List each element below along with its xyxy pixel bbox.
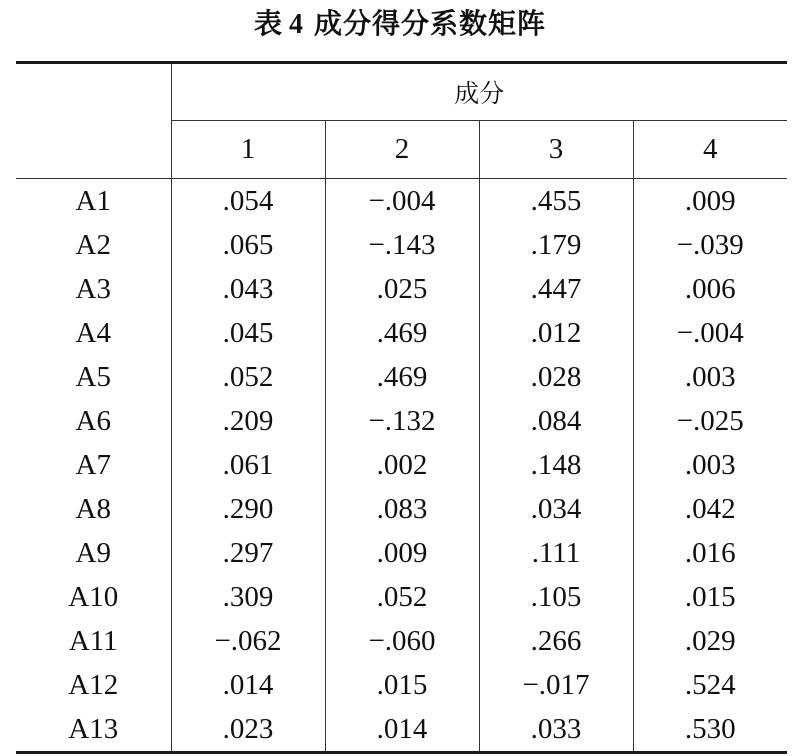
row-label: A2 bbox=[75, 228, 111, 261]
score-cell: .015 bbox=[633, 575, 787, 619]
component-number-header: 2 bbox=[325, 121, 479, 179]
row-label: A4 bbox=[75, 316, 111, 349]
row-label: A5 bbox=[75, 360, 111, 393]
score-cell: .447 bbox=[479, 267, 633, 311]
score-cell: .043 bbox=[171, 267, 325, 311]
component-group-header: 成分 bbox=[171, 63, 787, 121]
score-cell: .014 bbox=[171, 663, 325, 707]
score-cell: −.017 bbox=[479, 663, 633, 707]
score-cell: .084 bbox=[479, 399, 633, 443]
score-cell: .111 bbox=[479, 531, 633, 575]
score-cell: .002 bbox=[325, 443, 479, 487]
score-cell: .469 bbox=[325, 355, 479, 399]
score-cell: .297 bbox=[171, 531, 325, 575]
component-number-header: 3 bbox=[479, 121, 633, 179]
table-row bbox=[16, 707, 787, 753]
table-row bbox=[16, 311, 787, 355]
score-cell: .045 bbox=[171, 311, 325, 355]
score-cell: .061 bbox=[171, 443, 325, 487]
row-label: A3 bbox=[75, 272, 111, 305]
score-cell: −.025 bbox=[633, 399, 787, 443]
score-cell: .033 bbox=[479, 707, 633, 753]
row-label: A10 bbox=[68, 580, 119, 613]
table-row bbox=[16, 443, 787, 487]
component-number-header: 1 bbox=[171, 121, 325, 179]
score-cell: .034 bbox=[479, 487, 633, 531]
score-cell: .025 bbox=[325, 267, 479, 311]
score-cell: .009 bbox=[325, 531, 479, 575]
table-row bbox=[16, 399, 787, 443]
score-cell: −.004 bbox=[633, 311, 787, 355]
score-cell: .028 bbox=[479, 355, 633, 399]
score-cell: .266 bbox=[479, 619, 633, 663]
score-cell: .006 bbox=[633, 267, 787, 311]
score-cell: .016 bbox=[633, 531, 787, 575]
score-cell: −.132 bbox=[325, 399, 479, 443]
table-title-number: 4 bbox=[289, 9, 304, 40]
score-cell: .148 bbox=[479, 443, 633, 487]
table-row bbox=[16, 223, 787, 267]
stub-header-cell bbox=[16, 121, 171, 179]
score-cell: .054 bbox=[171, 179, 325, 224]
score-cell: .012 bbox=[479, 311, 633, 355]
score-cell: .309 bbox=[171, 575, 325, 619]
score-cell: .524 bbox=[633, 663, 787, 707]
score-cell: .455 bbox=[479, 179, 633, 224]
table-row bbox=[16, 355, 787, 399]
table-row bbox=[16, 531, 787, 575]
row-label: A11 bbox=[68, 624, 118, 657]
row-label: A13 bbox=[16, 707, 171, 753]
score-cell: .469 bbox=[325, 311, 479, 355]
score-cell: .179 bbox=[479, 223, 633, 267]
score-cell: .052 bbox=[171, 355, 325, 399]
score-cell: −.039 bbox=[633, 223, 787, 267]
table-title bbox=[0, 4, 800, 44]
row-label: A1 bbox=[75, 184, 111, 217]
score-cell: .530 bbox=[633, 707, 787, 753]
component-number-row bbox=[16, 121, 787, 179]
table-row bbox=[16, 663, 787, 707]
score-cell: .003 bbox=[633, 355, 787, 399]
table-row bbox=[16, 179, 787, 224]
row-label: A6 bbox=[75, 404, 111, 437]
score-cell: .029 bbox=[633, 619, 787, 663]
table-title-text: 成分得分系数矩阵 bbox=[314, 7, 547, 40]
score-cell: .023 bbox=[171, 707, 325, 753]
row-label: A8 bbox=[75, 492, 111, 525]
row-label: A7 bbox=[75, 448, 111, 481]
table-body bbox=[16, 63, 787, 753]
row-label: A9 bbox=[75, 536, 111, 569]
score-cell: −.060 bbox=[325, 619, 479, 663]
score-cell: .009 bbox=[633, 179, 787, 224]
score-cell: −.004 bbox=[325, 179, 479, 224]
component-score-matrix-table bbox=[16, 61, 787, 754]
score-cell: .014 bbox=[325, 707, 479, 753]
score-cell: .105 bbox=[479, 575, 633, 619]
table-row bbox=[16, 619, 787, 663]
score-cell: .083 bbox=[325, 487, 479, 531]
score-cell: .290 bbox=[171, 487, 325, 531]
component-number-header: 4 bbox=[633, 121, 787, 179]
score-cell: .209 bbox=[171, 399, 325, 443]
table-row bbox=[16, 487, 787, 531]
score-cell: .052 bbox=[325, 575, 479, 619]
row-label: A12 bbox=[68, 668, 119, 701]
group-header-row bbox=[16, 63, 787, 121]
score-cell: .042 bbox=[633, 487, 787, 531]
score-cell: −.062 bbox=[171, 619, 325, 663]
table-row bbox=[16, 575, 787, 619]
score-cell: .015 bbox=[325, 663, 479, 707]
score-cell: .003 bbox=[633, 443, 787, 487]
stub-header-cell bbox=[16, 63, 171, 121]
score-cell: −.143 bbox=[325, 223, 479, 267]
table-row bbox=[16, 267, 787, 311]
score-cell: .065 bbox=[171, 223, 325, 267]
table-title-prefix: 表 bbox=[253, 7, 283, 40]
